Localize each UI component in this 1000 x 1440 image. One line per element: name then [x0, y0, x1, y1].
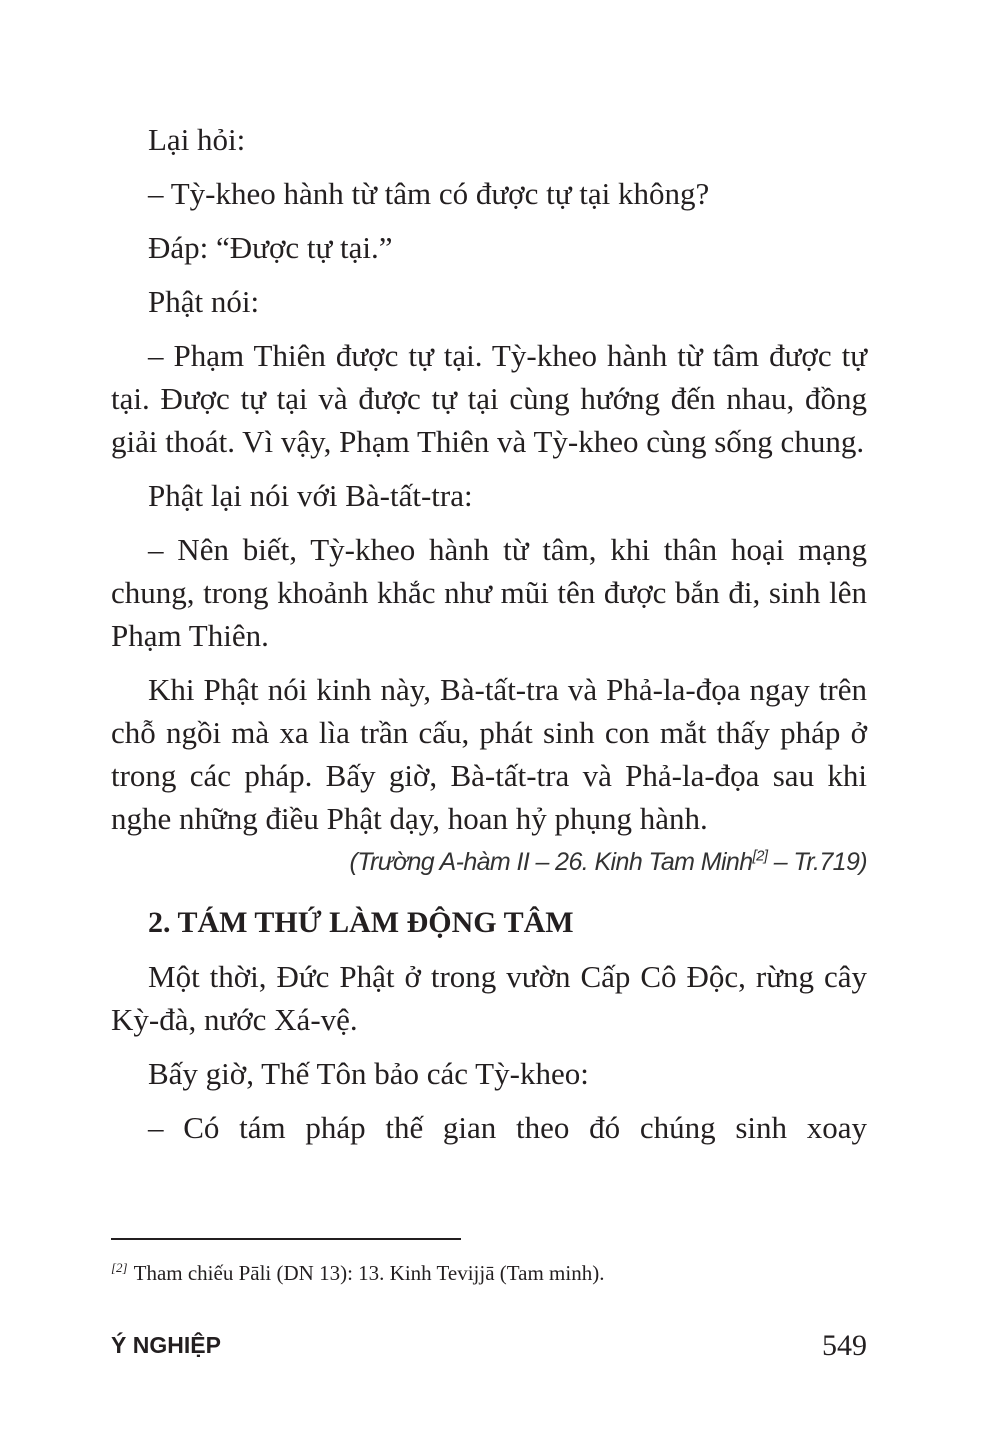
paragraph-7: – Nên biết, Tỳ-kheo hành từ tâm, khi thân hoại mạng chung, trong khoảnh khắc như mũi tên được bắn đi, sinh lên Phạm Thiên.	[111, 532, 867, 653]
paragraph-5: – Phạm Thiên được tự tại. Tỳ-kheo hành từ tâm được tự tại. Được tự tại và được tự tại cùng hướng đến nhau, đồng giải thoát. Vì vậy, Phạm Thiên và Tỳ-kheo cùng sống chung.	[111, 338, 867, 459]
paragraph-3: Đáp: “Được tự tại.”	[148, 230, 393, 265]
paragraph-4: Phật nói:	[148, 284, 260, 319]
section-paragraph-2: Bấy giờ, Thế Tôn bảo các Tỳ-kheo:	[148, 1056, 589, 1091]
section-paragraph-3: – Có tám pháp thế gian theo đó chúng sinh xoay	[148, 1110, 867, 1145]
footnote-text: Tham chiếu Pāli (DN 13): 13. Kinh Tevijjā (Tam minh).	[133, 1261, 605, 1285]
paragraph-6: Phật lại nói với Bà-tất-tra:	[148, 478, 473, 513]
citation-footnote-ref[interactable]: [2]	[752, 847, 768, 865]
paragraph-2: – Tỳ-kheo hành từ tâm có được tự tại không?	[148, 176, 710, 211]
paragraph-1: Lại hỏi:	[148, 122, 246, 157]
page-body	[111, 118, 867, 1160]
page-number: 549	[822, 1329, 867, 1362]
paragraph-8: Khi Phật nói kinh này, Bà-tất-tra và Phả-la-đọa ngay trên chỗ ngồi mà xa lìa trần cấu, phát sinh con mắt thấy pháp ở trong các pháp. Bấy giờ, Bà-tất-tra và Phả-la-đọa sau khi nghe những điều Phật dạy, hoan hỷ phụng hành.	[111, 672, 867, 836]
citation-text: (Trường A-hàm II – 26. Kinh Tam Minh	[349, 848, 753, 876]
citation	[111, 845, 867, 879]
footnote-marker: [2]	[111, 1260, 128, 1275]
running-title: Ý NGHIỆP	[111, 1332, 221, 1358]
footnote	[111, 1258, 871, 1288]
section-paragraph-1: Một thời, Đức Phật ở trong vườn Cấp Cô Độc, rừng cây Kỳ-đà, nước Xá-vệ.	[111, 959, 867, 1037]
footnote-divider	[111, 1238, 461, 1240]
citation-page: – Tr.719)	[767, 848, 867, 876]
section-heading: 2. TÁM THỨ LÀM ĐỘNG TÂM	[148, 906, 574, 939]
